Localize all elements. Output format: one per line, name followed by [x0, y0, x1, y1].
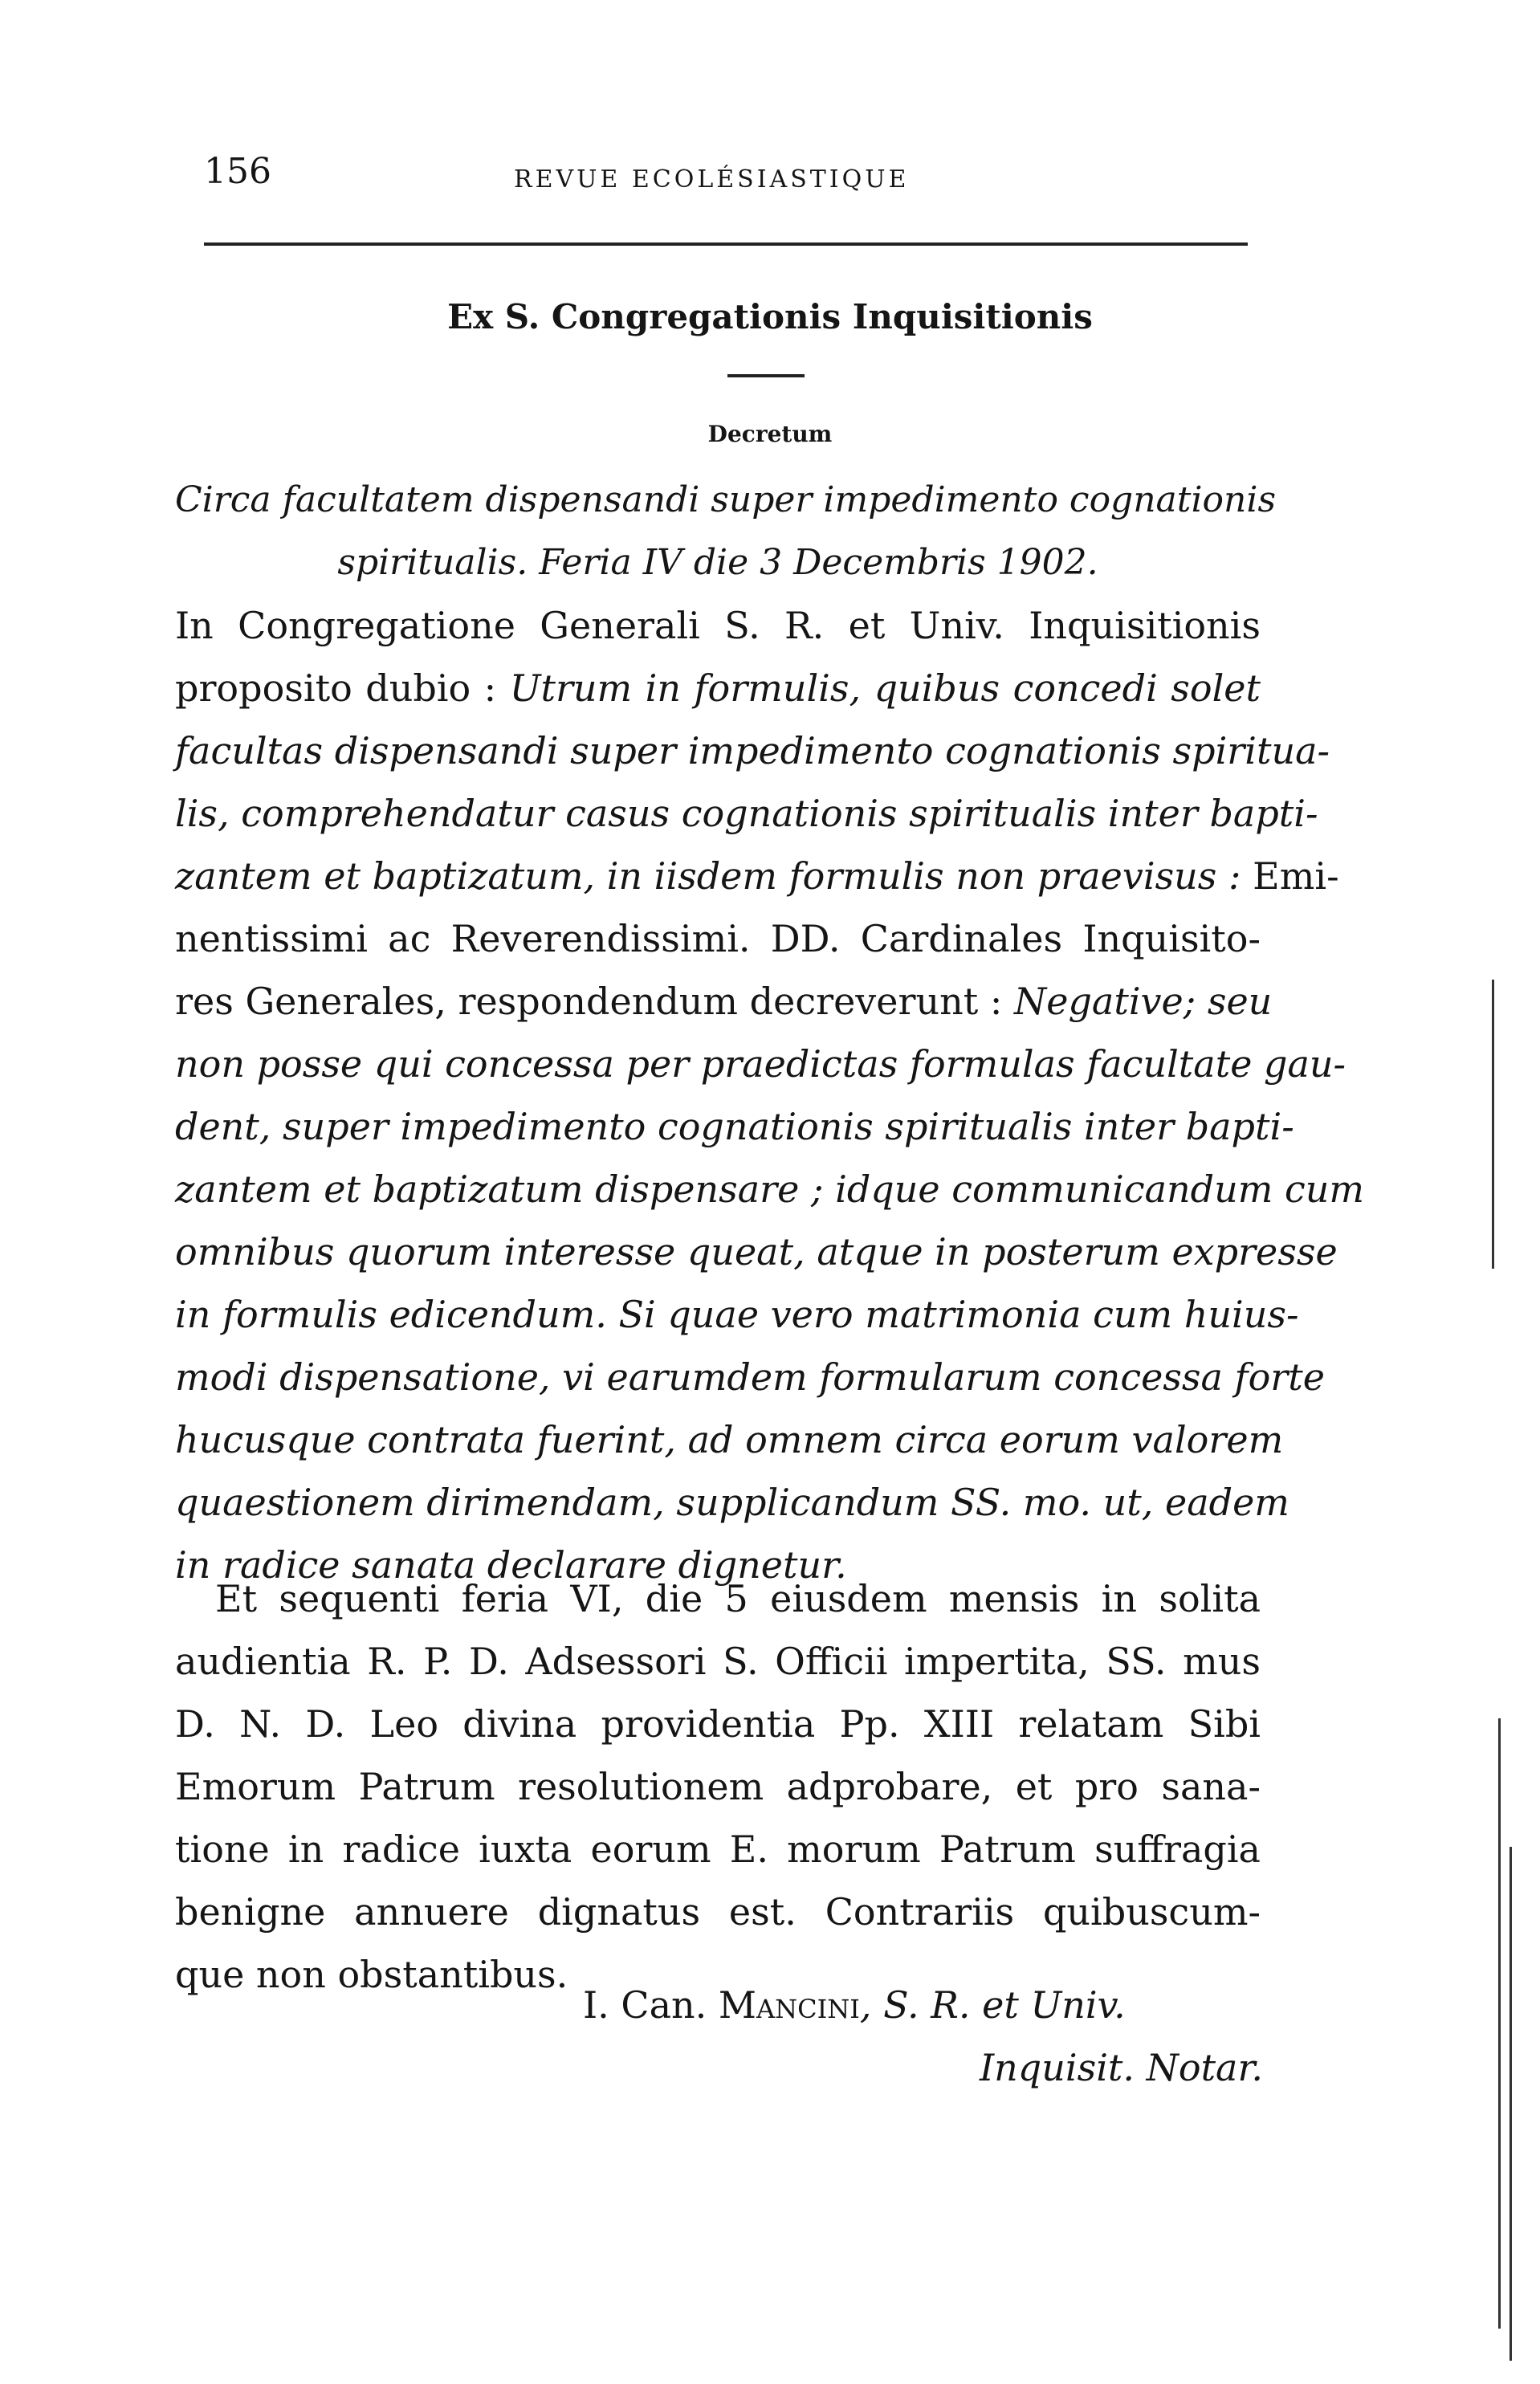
body-text-italic: zantem et baptizatum, in iisdem formulis non praevisus : — [175, 854, 1253, 898]
body-line: benigne annuere dignatus est. Contrariis quibuscum- — [175, 1890, 1261, 1934]
body-line: Emorum Patrum resolutionem adprobare, et pro sana- — [175, 1765, 1261, 1808]
margin-mark — [1492, 980, 1494, 1269]
running-head: REVUE ECOLÉSIASTIQUE — [514, 165, 910, 194]
margin-mark — [1509, 1847, 1512, 2361]
page-number: 156 — [204, 151, 271, 192]
decree-subtitle — [175, 469, 1277, 594]
body-line: audientia R. P. D. Adsessori S. Officii impertita, SS. mus — [175, 1640, 1261, 1683]
signature — [583, 1983, 1126, 2027]
body-line — [175, 657, 1261, 719]
top-rule — [204, 242, 1248, 246]
signature-title: , S. R. et Univ. — [859, 1983, 1126, 2027]
body-line: quaestionem dirimendam, supplicandum SS. mo. ut, eadem — [175, 1481, 1289, 1524]
body-line: modi dispensatione, vi earumdem formularum concessa forte — [175, 1355, 1325, 1399]
body-line: omnibus quorum interesse queat, atque in posterum expresse — [175, 1230, 1338, 1274]
body-line: hucusque contrata fuerint, ad omnem circa eorum valorem — [175, 1418, 1284, 1461]
body-line: dent, super impedimento cognationis spiritualis inter bapti- — [175, 1105, 1294, 1148]
subtitle-line: Circa facultatem dispensandi super impedimento cognationis — [175, 479, 1277, 520]
signature-title-line2: Inquisit. Notar. — [980, 2046, 1264, 2089]
body-line: In Congregatione Generali S. R. et Univ. Inquisitionis — [175, 604, 1261, 647]
decree-body — [175, 594, 1365, 1596]
body-line: que non obstantibus. — [175, 1953, 568, 1996]
margin-mark — [1498, 1718, 1501, 2329]
body-line: in radice sanata declarare dignetur. — [175, 1543, 847, 1587]
subtitle-line: spiritualis. Feria IV die 3 Decembris 1902. — [337, 542, 1098, 583]
approval-paragraph — [175, 1567, 1261, 2006]
section-heading: Ex S. Congregationis Inquisitionis — [447, 297, 1093, 336]
body-line: in formulis edicendum. Si quae vero matrimonia cum huius- — [175, 1293, 1299, 1336]
body-text: Emi- — [1253, 854, 1339, 898]
body-text: proposito dubio : — [175, 666, 510, 710]
decree-label: Decretum — [707, 421, 833, 447]
body-line — [175, 970, 1273, 1033]
body-line: facultas dispensandi super impedimento cognationis spiritua- — [175, 729, 1330, 772]
body-line: zantem et baptizatum dispensare ; idque communicandum cum — [175, 1168, 1365, 1211]
body-line: non posse qui concessa per praedictas formulas facultate gau- — [175, 1042, 1346, 1086]
body-line: Et sequenti feria VI, die 5 eiusdem mensis in solita — [215, 1577, 1261, 1620]
body-line: tione in radice iuxta eorum E. morum Patrum suffragia — [175, 1828, 1261, 1871]
body-text: res Generales, respondendum decreverunt : — [175, 980, 1014, 1023]
body-line — [175, 845, 1339, 907]
signature-prefix: I. Can. — [583, 1983, 719, 2027]
body-text-italic: Utrum in formulis, quibus concedi solet — [509, 666, 1261, 710]
short-rule — [727, 374, 805, 377]
body-line: D. N. D. Leo divina providentia Pp. XIII relatam Sibi — [175, 1702, 1261, 1746]
body-text-italic: Negative; seu — [1013, 980, 1273, 1023]
body-line: lis, comprehendatur casus cognationis spiritualis inter bapti- — [175, 792, 1318, 835]
signature-name: Mancini — [718, 1983, 860, 2027]
body-line: nentissimi ac Reverendissimi. DD. Cardinales Inquisito- — [175, 917, 1261, 960]
